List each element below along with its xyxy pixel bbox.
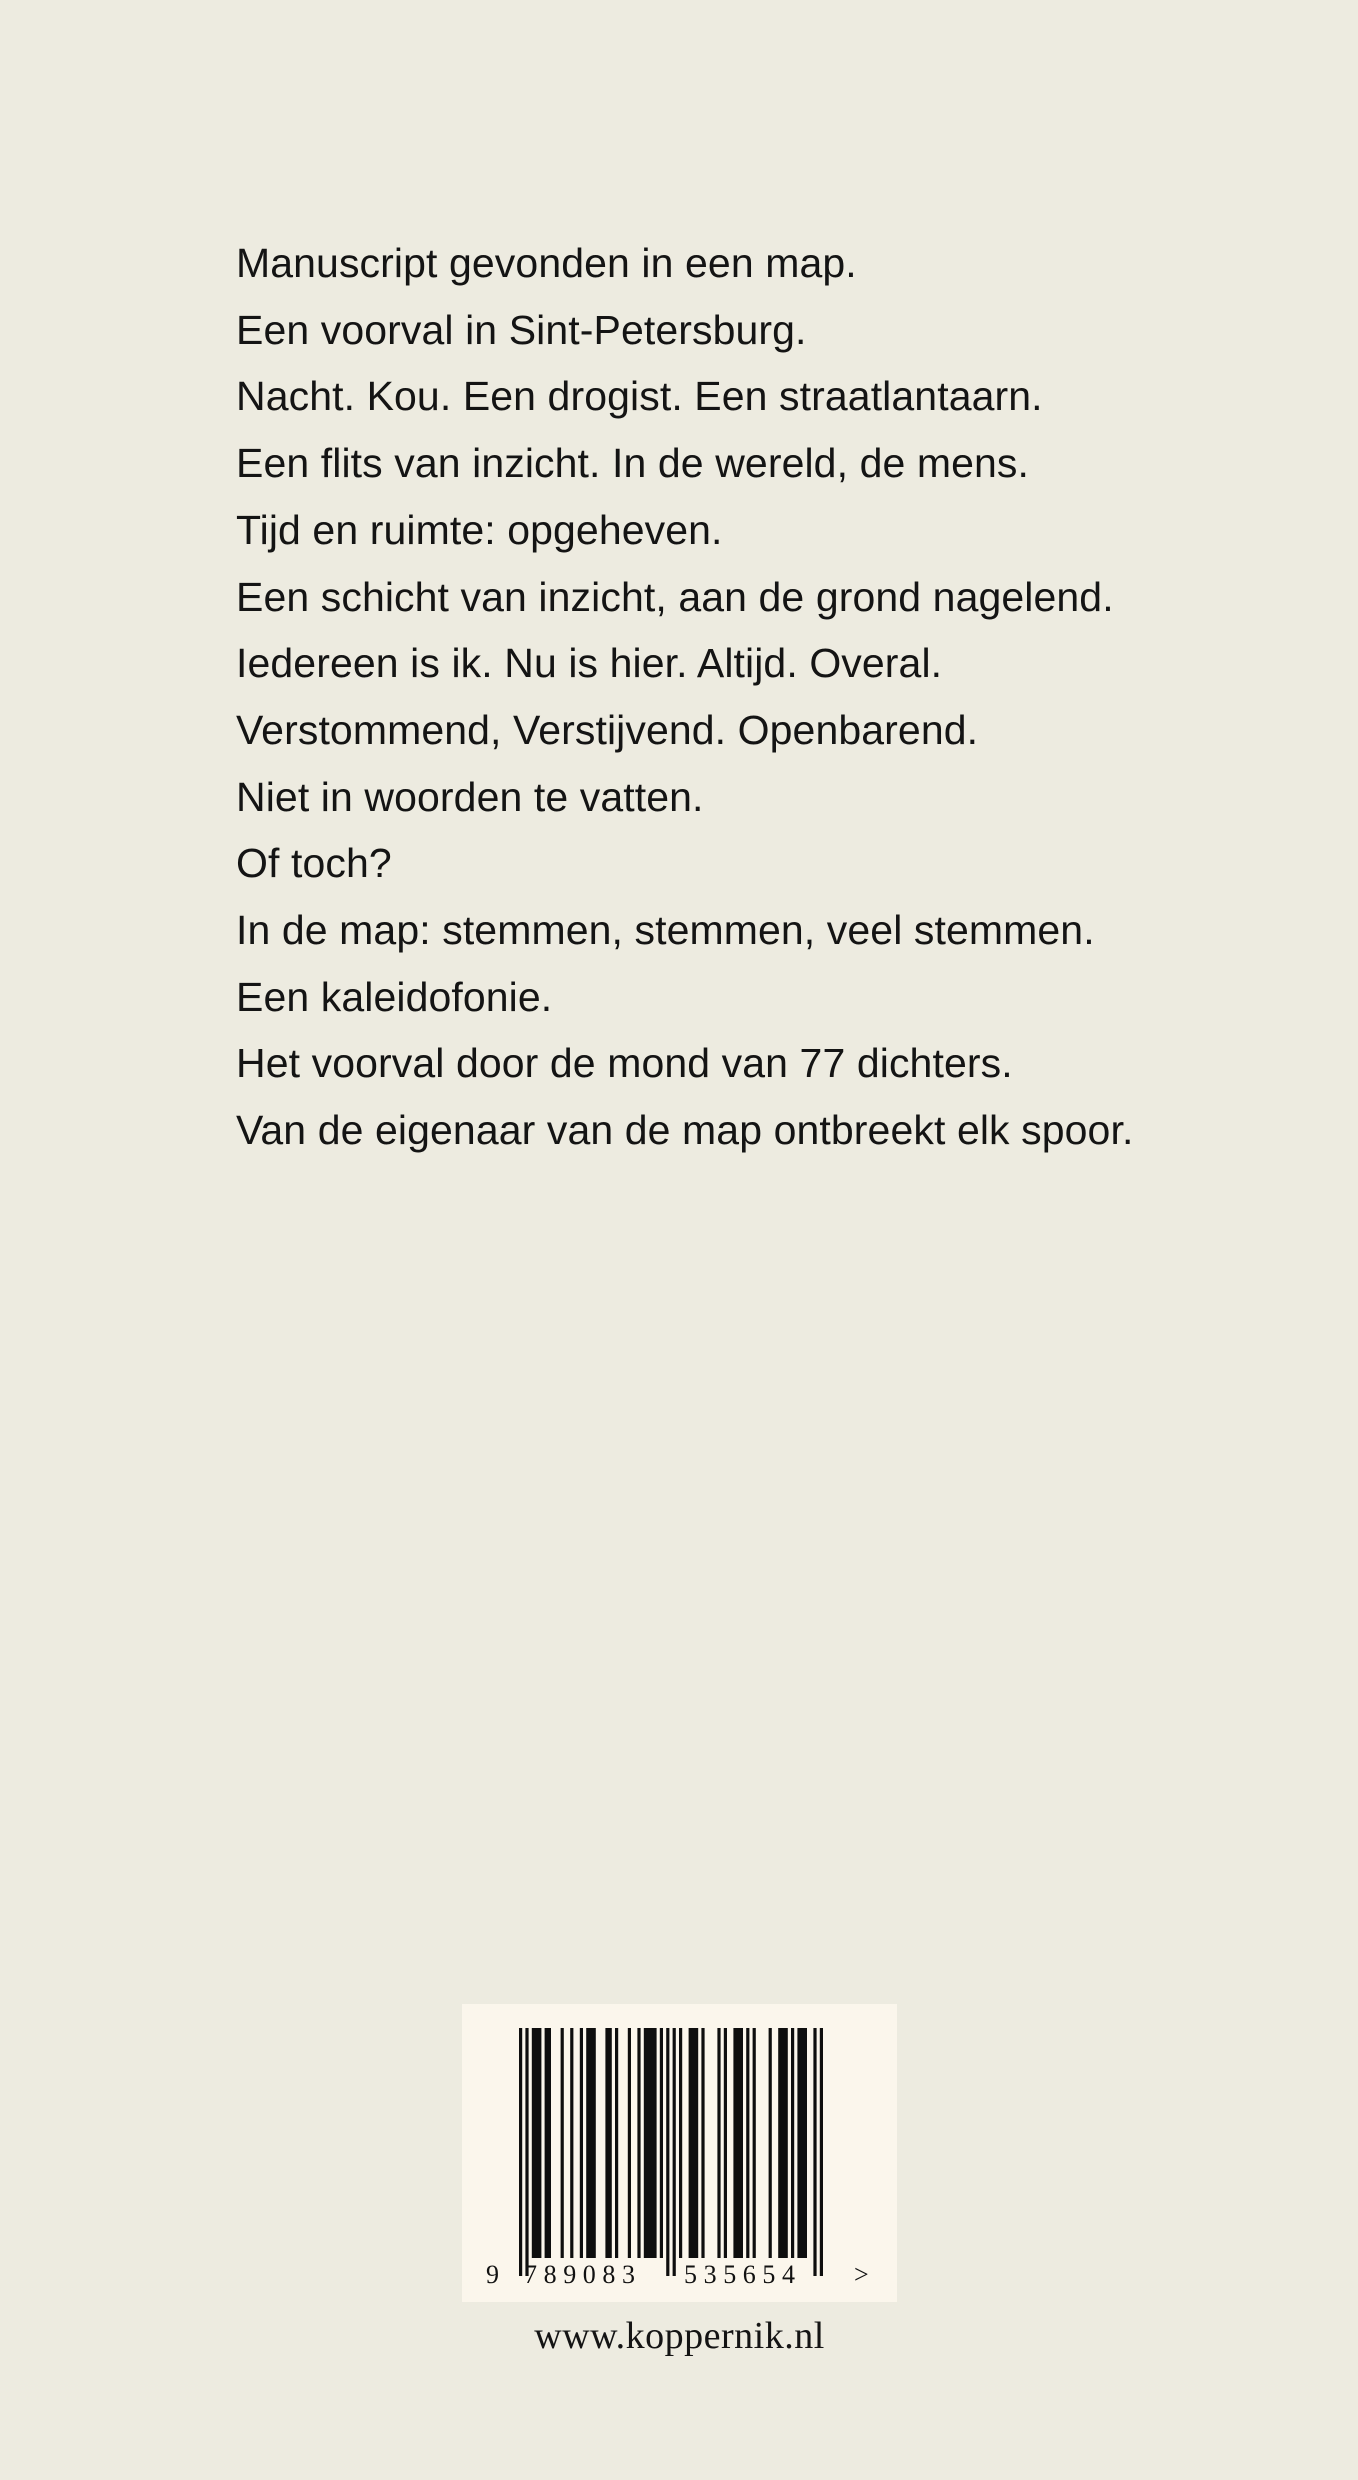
back-cover-blurb [236,230,1236,1164]
barcode-bars [462,2004,897,2302]
barcode-lead-digit: 9 [486,2260,506,2289]
barcode-bar [570,2028,573,2258]
blurb-line: Een voorval in Sint-Petersburg. [236,306,807,353]
barcode-left-digits: 789083 [524,2260,642,2289]
barcode-bar [733,2028,743,2258]
barcode-guard-bar [813,2028,816,2276]
barcode-bar [797,2028,807,2258]
barcode-bar [545,2028,551,2258]
barcode-bar [717,2028,720,2258]
blurb-line: Of toch? [236,840,392,887]
barcode-guard-bar [525,2028,528,2276]
barcode-bar [769,2028,772,2258]
blurb-line: In de map: stemmen, stemmen, veel stemmen. [236,907,1095,954]
barcode-bar [644,2028,657,2258]
isbn-barcode [462,2004,897,2302]
blurb-line: Een schicht van inzicht, aan de grond nagelend. [236,573,1114,620]
barcode-bar [689,2028,699,2258]
barcode-guard-bar [666,2028,669,2276]
blurb-line: Een flits van inzicht. In de wereld, de mens. [236,440,1030,487]
barcode-bar [660,2028,663,2258]
barcode-bar [679,2028,682,2258]
barcode-bar [791,2028,794,2258]
blurb-line: Verstommend, Verstijvend. Openbarend. [236,706,979,753]
barcode-bar [580,2028,583,2258]
blurb-line: Manuscript gevonden in een map. [236,240,857,286]
blurb-line: Het voorval door de mond van 77 dichters. [236,1040,1013,1087]
blurb-line: Nacht. Kou. Een drogist. Een straatlantaarn. [236,373,1043,420]
barcode-guard-bar [820,2028,823,2276]
blurb-line: Tijd en ruimte: opgeheven. [236,506,723,553]
blurb-line: Een kaleidofonie. [236,973,553,1020]
barcode-bar [724,2028,727,2258]
barcode-bar [586,2028,596,2258]
publisher-website: www.koppernik.nl [534,2315,825,2357]
blurb-line: Niet in woorden te vatten. [236,773,704,820]
barcode-bar [753,2028,756,2258]
barcode-bar [628,2028,631,2258]
barcode-bar [701,2028,704,2258]
barcode-bar [615,2028,618,2258]
barcode-bar [746,2028,749,2258]
barcode-right-digits: 535654 [684,2260,802,2289]
blurb-line: Van de eigenaar van de map ontbreekt elk spoor. [236,1107,1134,1154]
barcode-bar [637,2028,640,2258]
barcode-guard-bar [519,2028,522,2276]
barcode-bar [778,2028,788,2258]
barcode-bar [605,2028,611,2258]
blurb-line: Iedereen is ik. Nu is hier. Altijd. Overal. [236,640,943,687]
barcode-bar [561,2028,564,2258]
barcode-bar [532,2028,542,2258]
barcode-guard-bar [673,2028,676,2276]
barcode-quiet-zone-mark: > [854,2260,876,2289]
